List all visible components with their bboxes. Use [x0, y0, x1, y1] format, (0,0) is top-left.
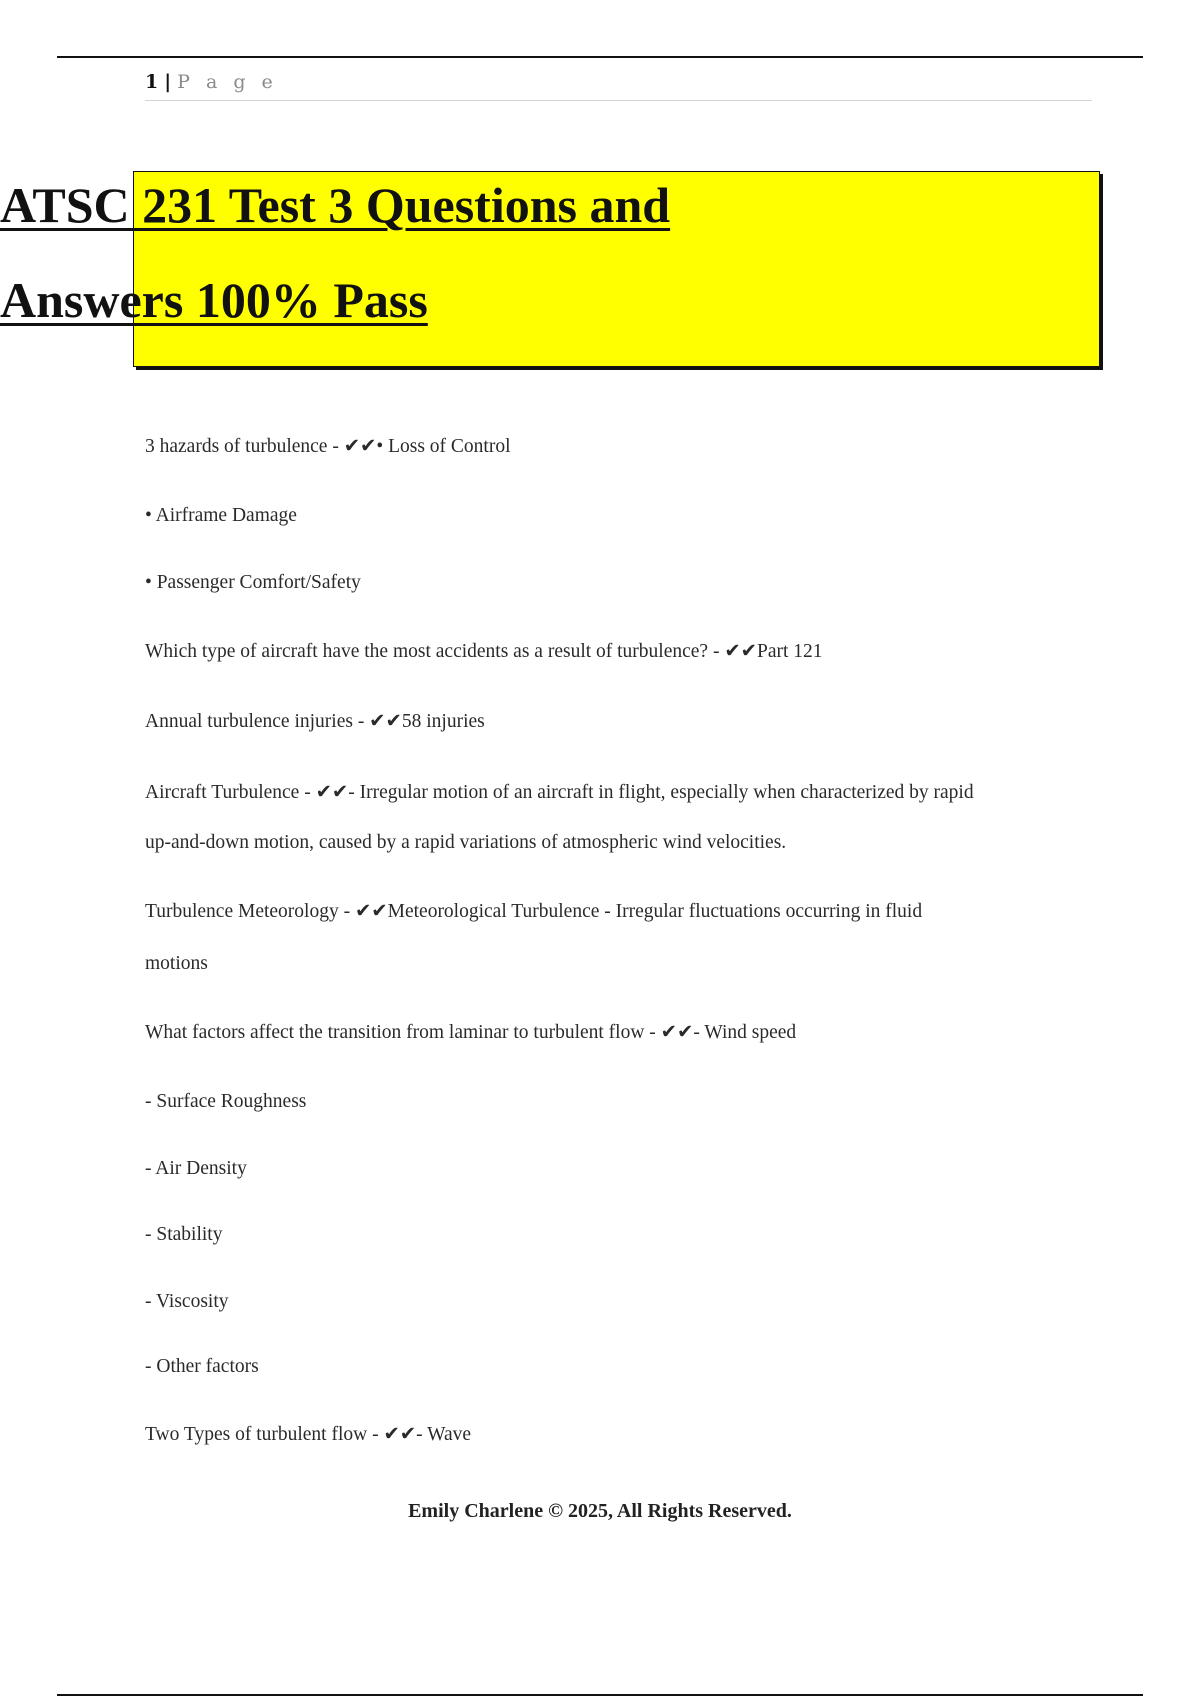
qa-line: Two Types of turbulent flow - ✔✔- Wave [145, 1424, 472, 1445]
top-rule [57, 56, 1143, 58]
qa-line: - Viscosity [145, 1291, 229, 1312]
qa-line: Annual turbulence injuries - ✔✔58 injuries [145, 711, 485, 732]
page-header [145, 70, 1092, 101]
qa-line: Aircraft Turbulence - ✔✔- Irregular motion of an aircraft in flight, especially when characterized by rapid [145, 782, 974, 803]
title-line-1: ATSC 231 Test 3 Questions and [0, 177, 671, 233]
qa-line: - Air Density [145, 1158, 247, 1179]
bottom-rule [57, 1694, 1143, 1696]
page-label: P a g e [177, 71, 278, 93]
qa-line: Which type of aircraft have the most accidents as a result of turbulence? - ✔✔Part 121 [145, 641, 823, 662]
qa-line: motions [145, 953, 208, 974]
qa-line: - Surface Roughness [145, 1091, 307, 1112]
qa-line: - Other factors [145, 1356, 259, 1377]
qa-line: What factors affect the transition from laminar to turbulent flow - ✔✔- Wind speed [145, 1022, 797, 1043]
qa-line: • Airframe Damage [145, 505, 297, 526]
qa-line: up-and-down motion, caused by a rapid variations of atmospheric wind velocities. [145, 832, 787, 853]
qa-line: - Stability [145, 1224, 223, 1245]
copyright-footer: Emily Charlene © 2025, All Rights Reserved. [408, 1500, 792, 1522]
qa-line: • Passenger Comfort/Safety [145, 572, 361, 593]
qa-line: 3 hazards of turbulence - ✔✔• Loss of Control [145, 436, 511, 457]
title-line-2: Answers 100% Pass [0, 272, 428, 328]
page-separator: | [164, 71, 172, 93]
page-number: 1 [145, 71, 159, 93]
qa-line: Turbulence Meteorology - ✔✔Meteorological Turbulence - Irregular fluctuations occurring in fluid [145, 901, 923, 922]
